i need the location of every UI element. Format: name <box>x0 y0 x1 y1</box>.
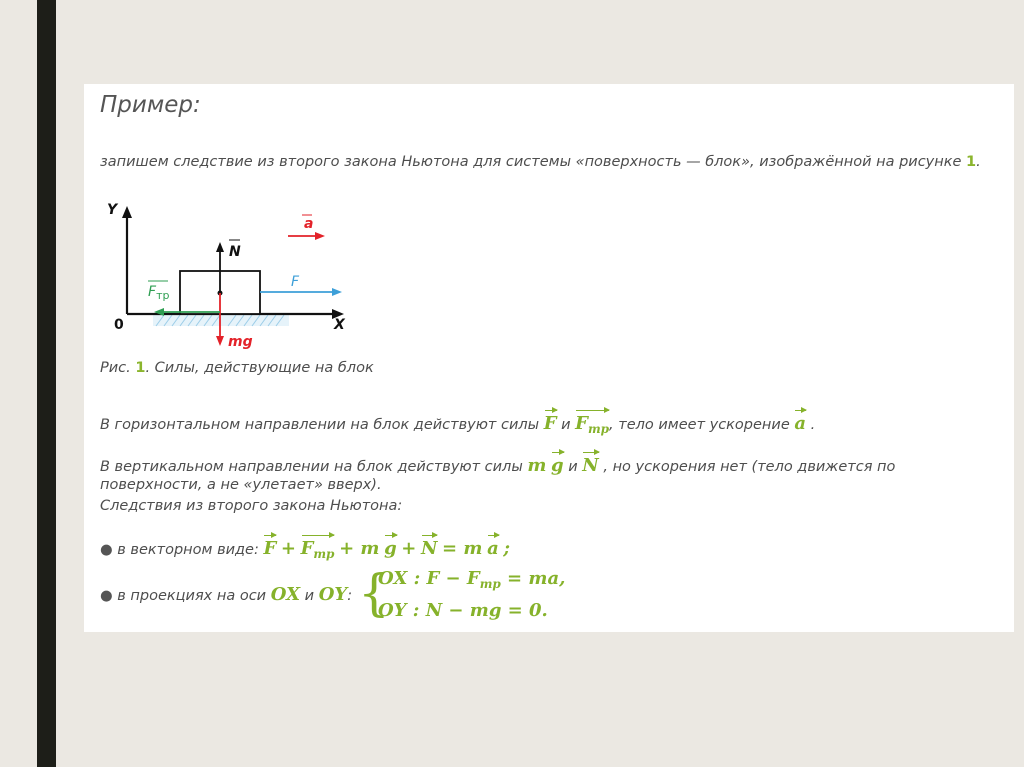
horizontal-forces-text: В горизонтальном направлении на блок действуют силы F и $F_{тр}$, тело имеет ускорение a . <box>100 413 816 436</box>
y-axis-arrowhead <box>122 206 132 218</box>
gravity-force-arrowhead <box>216 336 224 346</box>
vertical-forces-text: В вертикальном направлении на блок действуют силы m g и N , но ускорения нет (тело движется по <box>100 455 896 476</box>
x-axis-label: X <box>334 317 345 333</box>
figure-caption: Рис. 1. Силы, действующие на блок <box>100 360 374 376</box>
y-axis-label: Y <box>107 202 118 218</box>
origin-label: 0 <box>114 317 124 333</box>
vertical-forces-text-line2: поверхности, а не «улетает» вверх). <box>100 477 382 493</box>
normal-force-label: N <box>229 244 241 260</box>
system-brace: { <box>358 564 390 622</box>
normal-force-arrowhead <box>216 242 224 252</box>
applied-force-label: F <box>291 274 300 290</box>
acceleration-label: a <box>304 216 314 232</box>
gravity-force-label: mg <box>228 334 253 350</box>
projection-label: ● в проекциях на оси OX и OY: <box>100 584 353 605</box>
vector-form-equation: ● в векторном виде: $F + F_{тр} + m$ g + N = m a ; <box>100 538 510 561</box>
slide-edge-bar <box>37 0 56 767</box>
projection-equation-ox: OX : $F - F_{тр}$ = ma, <box>378 568 566 591</box>
force-diagram <box>98 198 358 356</box>
ground-surface <box>153 314 289 326</box>
applied-force-arrowhead <box>332 288 342 296</box>
consequences-heading: Следствия из второго закона Ньютона: <box>100 498 403 514</box>
page-title: Пример: <box>100 92 201 118</box>
friction-force-label: $F_{тр}$ <box>148 284 170 302</box>
intro-text: запишем следствие из второго закона Ньютона для системы «поверхность — блок», изображённой на рисунке 1. <box>100 154 981 170</box>
projection-equation-oy: OY : N − mg = 0. <box>378 600 548 621</box>
acceleration-arrowhead <box>315 232 325 240</box>
